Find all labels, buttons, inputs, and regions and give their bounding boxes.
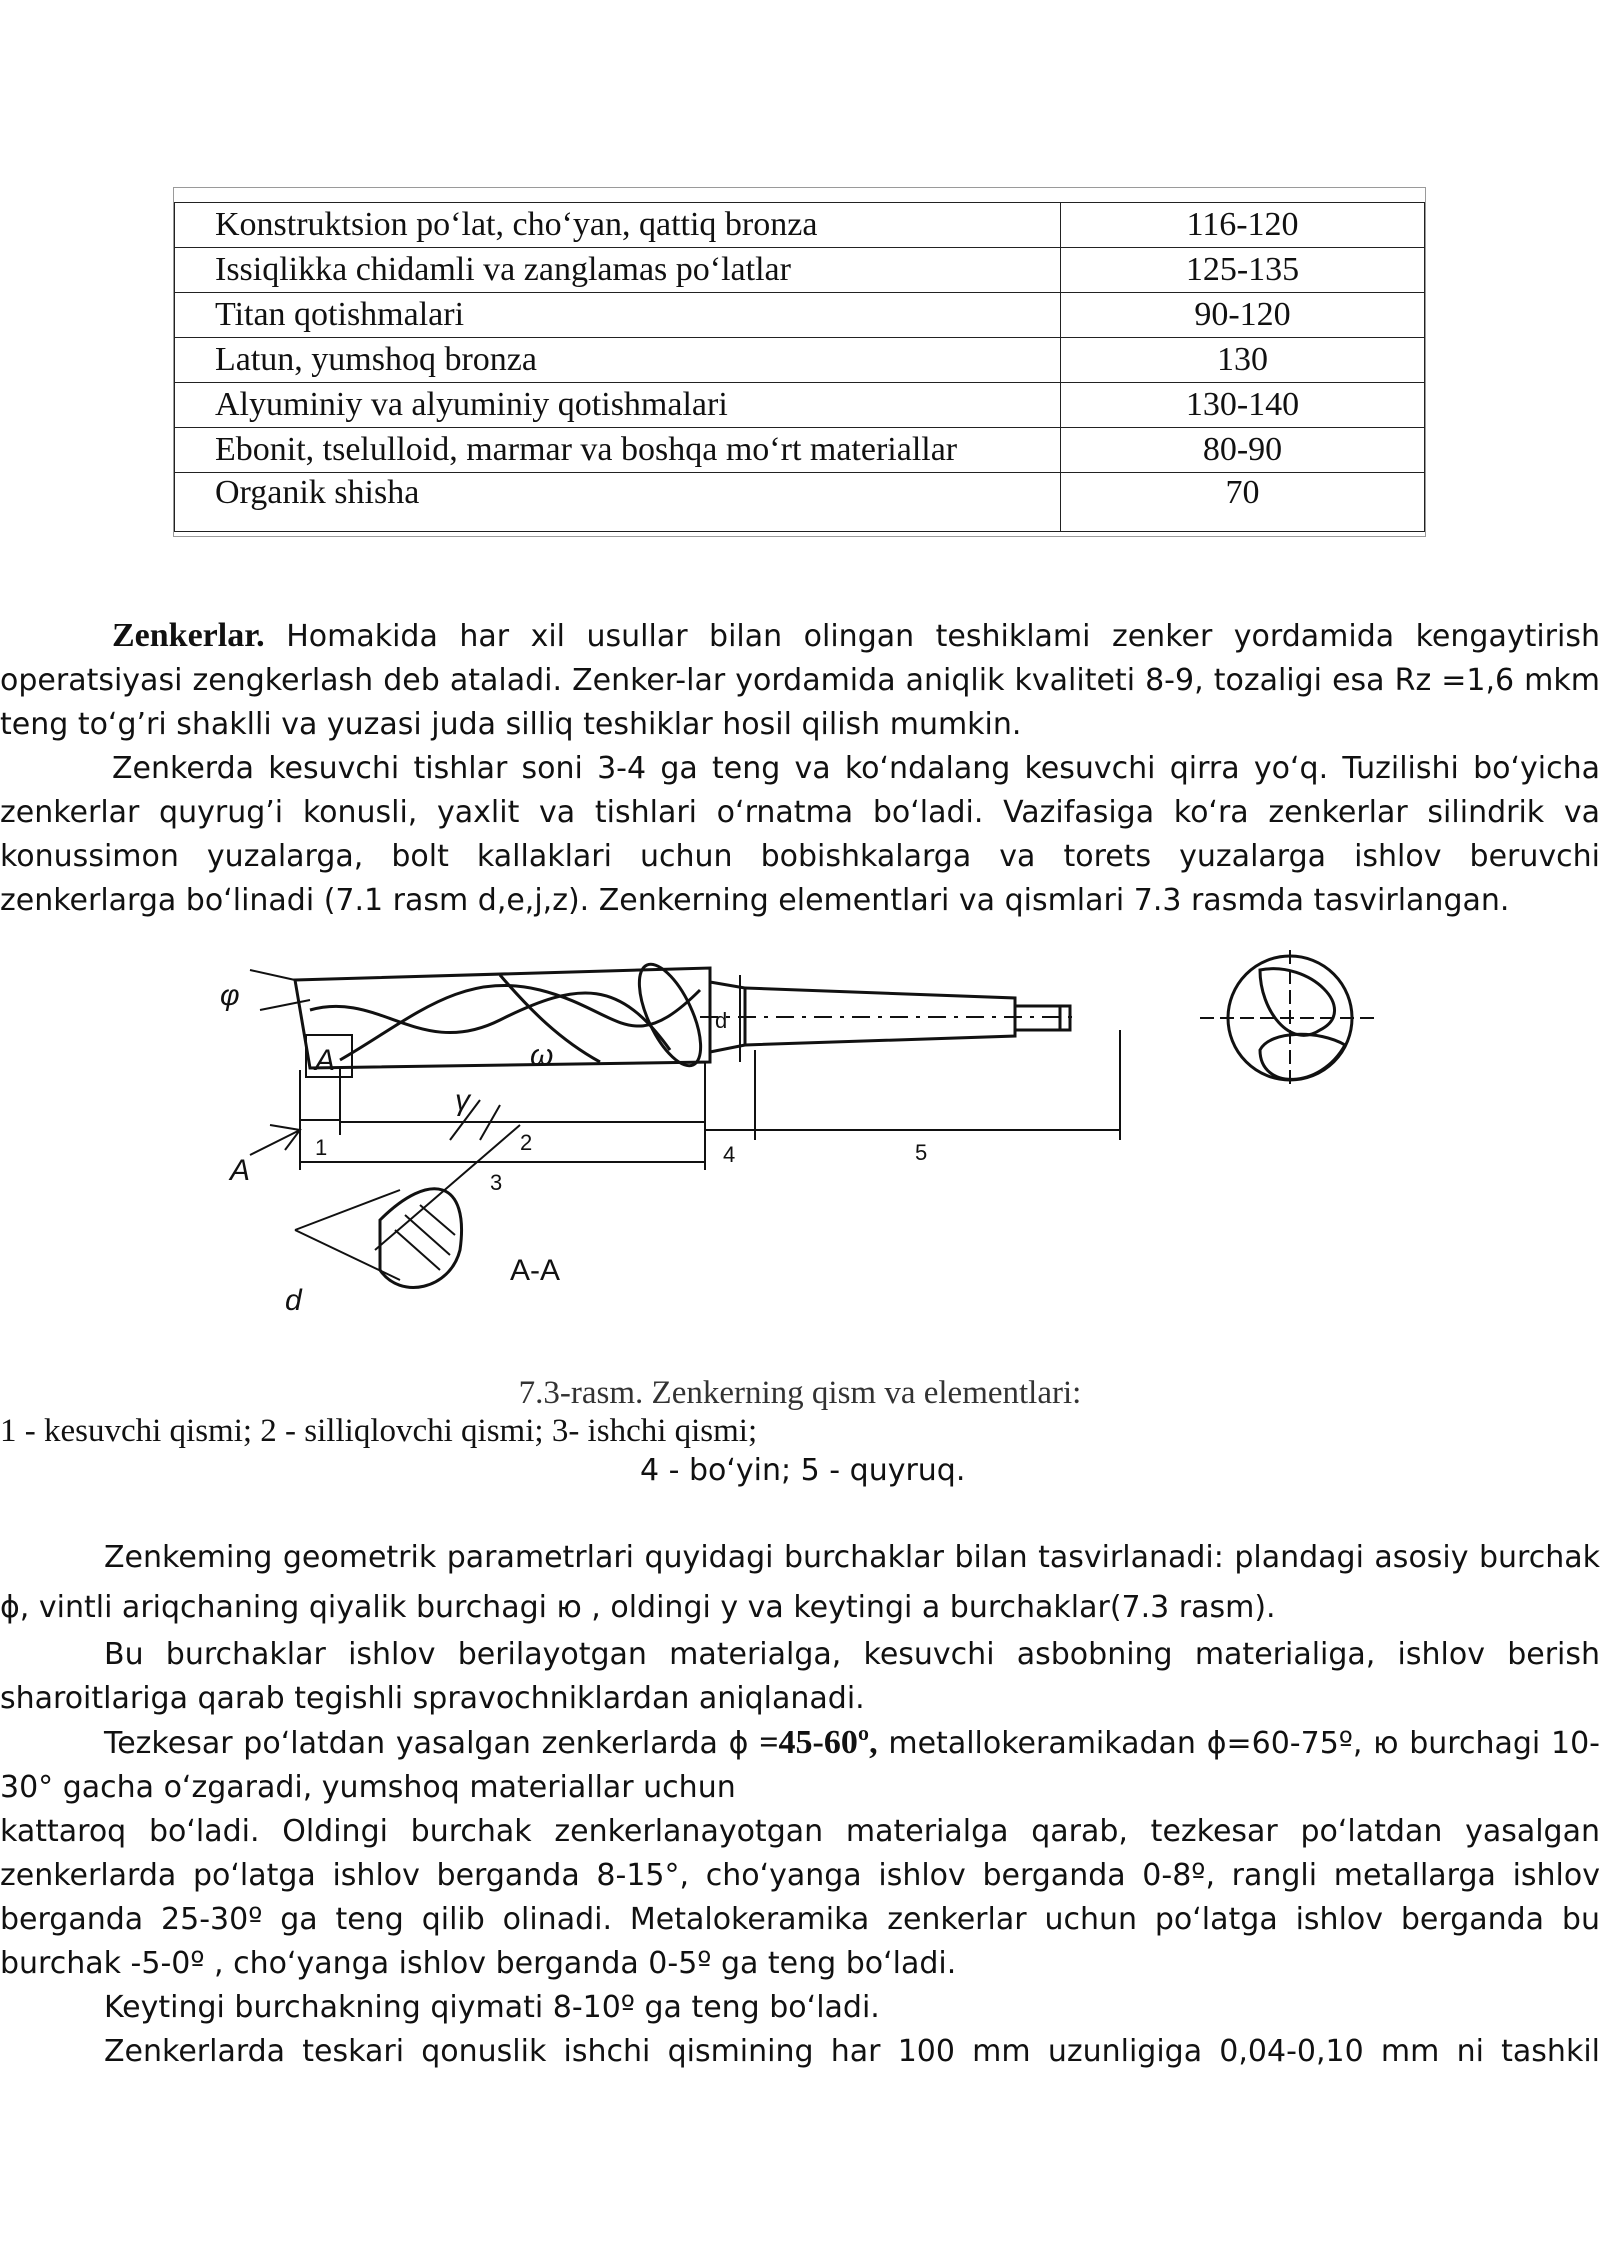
intro-paragraph-2: Zenkerda kesuvchi tishlar soni 3-4 ga teng va ko‘ndalang kesuvchi qirra yo‘q. Tuzilishi bo‘yicha zenkerlar quyrug’i konusli, yaxlit va tishlari o‘rnatma bo‘ladi. Vazifasiga ko‘ra zenkerlar silindrik va konussimon yuzalarga, bolt kallaklari uchun bobishkalarga va torets yuzalarga ishlov beruvchi zenkerlarga bo‘linadi (7.1 rasm d,e,j,z). Zenkerning elementlari va qismlari 7.3 rasmda tasvirlangan.: [0, 751, 1600, 918]
part-5-label: 5: [915, 1140, 928, 1165]
diameter-label: d: [715, 1008, 728, 1033]
alpha-label: d: [285, 1284, 302, 1317]
zenker-drawing: [200, 950, 1400, 1370]
value-cell: 130-140: [1061, 383, 1425, 428]
body-paragraph-6: Zenkerlarda teskari qonuslik ishchi qismining har 100 mm uzunligiga 0,04-0,10 mm ni tashkil: [104, 2034, 1600, 2069]
body-paragraph-4: kattaroq bo‘ladi. Oldingi burchak zenkerlanayotgan materialga qarab, tezkesar po‘latdan yasalgan zenkerlarda po‘latga ishlov berganda 8-15°, cho‘yanga ishlov berganda 0-8º, rangli metallarga ishlov berganda 25-30º ga teng qilib olinadi. Metalokeramika zenkerlar uchun po‘latga ishlov berganda bu burchak -5-0º , cho‘yanga ishlov berganda 0-5º ga teng bo‘ladi.: [0, 1814, 1600, 1981]
gamma-label: γ: [455, 1084, 470, 1117]
table-row: [175, 293, 1425, 338]
value-cell: 116-120: [1061, 203, 1425, 248]
table-row: [175, 473, 1425, 532]
table-row: [175, 203, 1425, 248]
section-heading: Zenkerlar.: [112, 617, 265, 654]
value-cell: 90-120: [1061, 293, 1425, 338]
omega-label: ω: [530, 1039, 554, 1072]
part-4-label: 4: [723, 1142, 736, 1167]
body-paragraph-2: Bu burchaklar ishlov berilayotgan materialga, kesuvchi asbobning materialiga, ishlov berish sharoitlariga qarab tegishli spravochniklardan aniqlanadi.: [0, 1637, 1600, 1716]
a-label: A: [230, 1154, 251, 1187]
value-cell: 80-90: [1061, 428, 1425, 473]
material-cell: Konstruktsion po‘lat, cho‘yan, qattiq bronza: [175, 203, 1061, 248]
material-table: [174, 202, 1425, 532]
intro-paragraph: [0, 614, 1600, 747]
body-section: [0, 1533, 1600, 2074]
material-cell: Latun, yumshoq bronza: [175, 338, 1061, 383]
value-cell: 130: [1061, 338, 1425, 383]
angle-value: =45-60º,: [759, 1724, 878, 1761]
table-row: [175, 338, 1425, 383]
value-cell: 125-135: [1061, 248, 1425, 293]
material-cell: Titan qotishmalari: [175, 293, 1061, 338]
intro-text: Homakida har xil usullar bilan olingan teshiklami zenker yordamida kengaytirish operatsiyasi zengkerlash deb ataladi. Zenker-lar yordamida aniqlik kvaliteti 8-9, tozaligi esa Rz =1,6 mkm teng to‘g’ri shaklli va yuzasi juda silliq teshiklar hosil qilish mumkin.: [0, 619, 1600, 742]
phi-label: φ: [220, 979, 240, 1012]
figure-caption: 7.3-rasm. Zenkerning qism va elementlari:: [518, 1375, 1082, 1411]
intro-section: [0, 614, 1600, 923]
material-cell: Alyuminiy va alyuminiy qotishmalari: [175, 383, 1061, 428]
table-row: [175, 383, 1425, 428]
body-paragraph-3: [0, 1721, 1600, 1810]
material-cell: Ebonit, tselulloid, marmar va boshqa mo‘rt materiallar: [175, 428, 1061, 473]
a-box-label: A: [315, 1044, 336, 1077]
part-3-label: 3: [490, 1170, 503, 1195]
value-cell: 70: [1061, 473, 1425, 532]
material-cell: Organik shisha: [175, 473, 1061, 532]
table-row: [175, 428, 1425, 473]
part-1-label: 1: [315, 1135, 328, 1160]
body-text: metallokeramikadan ϕ=60-75º, ю burchagi 10-30° gacha o‘zgaradi, yumshoq materiallar uchun: [0, 1726, 1600, 1805]
body-paragraph-5: Keytingi burchakning qiymati 8-10º ga teng bo‘ladi.: [104, 1990, 880, 2025]
material-table-frame: [173, 187, 1426, 537]
material-cell: Issiqlikka chidamli va zanglamas po‘latlar: [175, 248, 1061, 293]
body-text: Tezkesar po‘latdan yasalgan zenkerlarda ϕ: [104, 1726, 760, 1761]
figure-legend-line2: 4 - bo‘yin; 5 - quyruq.: [640, 1453, 966, 1488]
table-row: [175, 248, 1425, 293]
section-label: A-A: [510, 1254, 561, 1287]
figure-legend-line1: 1 - kesuvchi qismi; 2 - silliqlovchi qismi; 3- ishchi qismi;: [0, 1413, 758, 1449]
body-paragraph-1: Zenkeming geometrik parametrlari quyidagi burchaklar bilan tasvirlanadi: plandagi asosiy burchak ϕ, vintli ariqchaning qiyalik burchagi ю , oldingi у va keytingi а burchaklar(7.3 rasm).: [0, 1540, 1600, 1625]
part-2-label: 2: [520, 1130, 533, 1155]
